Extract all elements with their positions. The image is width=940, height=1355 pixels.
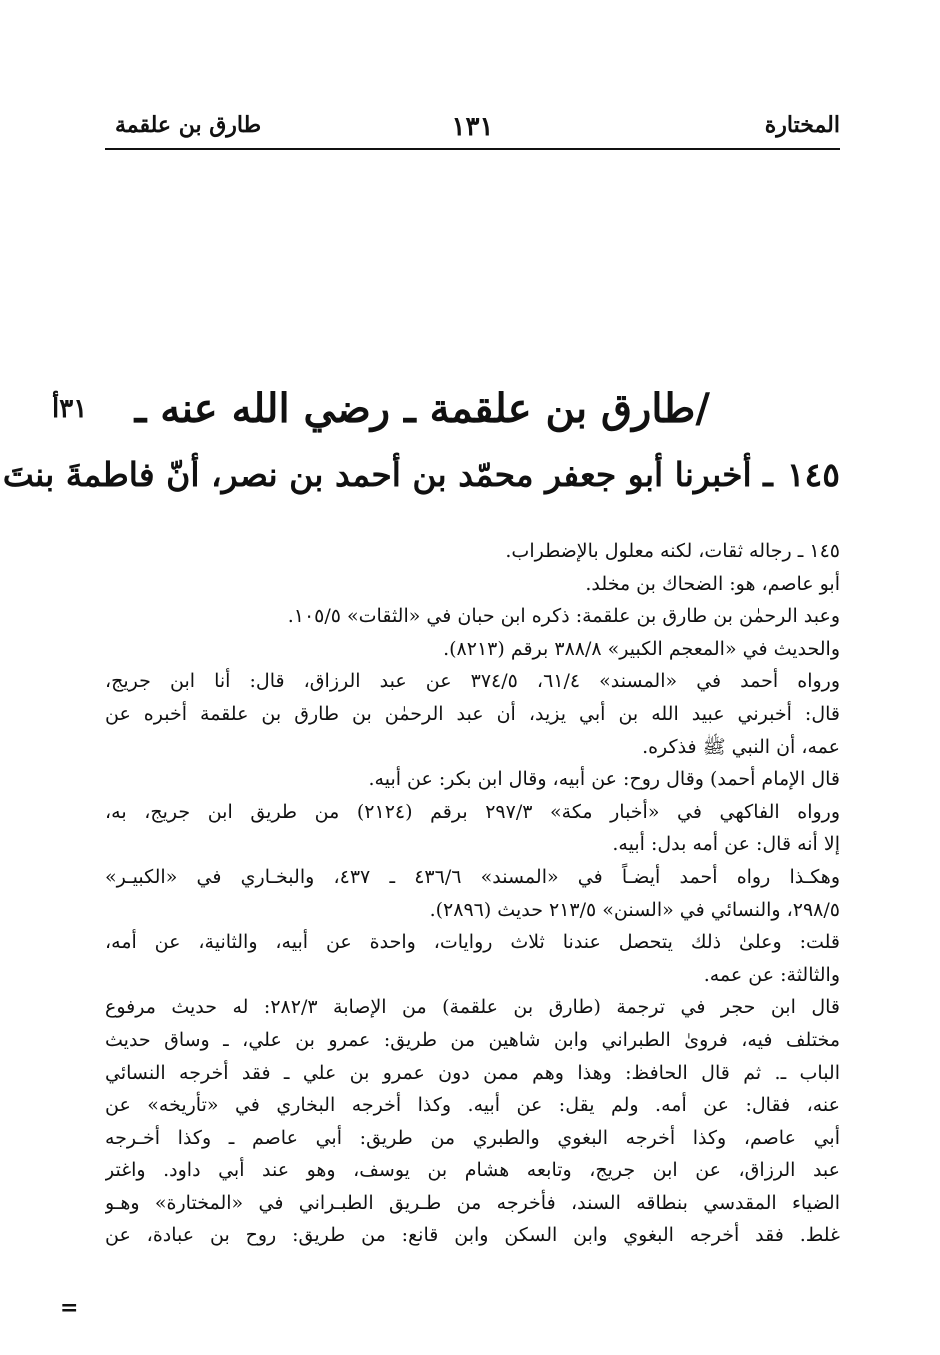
footnote-line: عمه، أن النبي ﷺ فذكره.: [642, 735, 840, 758]
section-title: /طارق بن علقمة ـ رضي الله عنه ـ: [134, 385, 710, 432]
footnote-line: وعبد الرحمٰن بن طارق بن علقمة: ذكره ابن حبان في «الثقات» ١٠٥/٥.: [287, 605, 840, 628]
footnote-line: أبي عاصم، وكذا أخرجه البغوي والطبري من طريق: أبي عاصم ـ وكذا أخـرجه: [105, 1126, 840, 1149]
footnote-line: الباب ـ. ثم قال الحافظ: وهذا وهم ممن دون عمرو بن علي ـ فقد أخرجه النسائي: [105, 1061, 840, 1084]
footnote-line: إلا أنه قال: عن أمه بدل: أبيه.: [612, 833, 840, 856]
footnotes: [105, 535, 840, 1252]
page-header: [105, 112, 840, 148]
continuation-mark: =: [60, 1295, 79, 1321]
footnote-line: مختلف فيه، فروىٰ الطبراني وابن شاهين من طريق: عمرو بن علي، ـ وساق حديث: [105, 1028, 840, 1051]
footnote-line: وهكـذا رواه أحمد أيضـاً في «المسند» ٤٣٦/٦ ـ ٤٣٧، والبخـاري في «الكبيـر»: [105, 865, 840, 888]
footnote-line: قال ابن حجر في ترجمة (طارق بن علقمة) من الإصابة ٢٨٢/٣: له حديث مرفوع: [105, 996, 840, 1019]
hadith-text: [2, 455, 840, 494]
footnote-line: عبد الرزاق، عن ابن جريج، وتابعه هشام بن يوسف، وهو عند أبي داود. واغتر: [105, 1159, 840, 1182]
footnote-line: والحديث في «المعجم الكبير» ٣٨٨/٨ برقم (٨٢١٣).: [443, 637, 840, 660]
footnote-line: أبو عاصم، هو: الضحاك بن مخلد.: [585, 572, 840, 595]
footnote-line: الضياء المقدسي بنطاقه السند، فأخرجه من طـريق الطبـراني في «المختارة» وهـو: [105, 1191, 840, 1214]
footnote-line: والثالثة: عن عمه.: [703, 963, 840, 986]
page-number: ١٣١: [451, 112, 494, 142]
footnote-line: ١٤٥ ـ رجاله ثقات، لكنه معلول بالإضطراب.: [505, 540, 840, 562]
hadith-body: ـ أخبرنا أبو جعفر محمّد بن أحمد بن نصر، أنّ فاطمةَ بنتَ: [2, 455, 773, 494]
hadith-number: ١٤٥: [786, 455, 840, 494]
marginal-note: ٣١أ: [52, 394, 88, 424]
chapter-title: طارق بن علقمة: [115, 112, 262, 138]
footnote-line: قال: أخبرني عبيد الله بن أبي يزيد، أن عبد الرحمٰن بن طارق بن علقمة أخبره عن: [105, 702, 840, 725]
footnote-line: قلت: وعلىٰ ذلك يتحصل عندنا ثلاث روايات، واحدة عن أبيه، والثانية، عن أمه،: [105, 931, 840, 954]
footnote-line: ٢٩٨/٥، والنسائي في «السنن» ٢١٣/٥ حديث (٢٨٩٦).: [429, 898, 840, 921]
footnote-line: ورواه الفاكهي في «أخبار مكة» ٢٩٧/٣ برقم (٢١٢٤) من طريق ابن جريج، به،: [105, 800, 840, 823]
footnote-line: ورواه أحمد في «المسند» ٦١/٤، ٣٧٤/٥ عن عبد الرزاق، قال: أنا ابن جريج،: [105, 670, 840, 693]
footnote-line: عنه، فقال: عن أمه. ولم يقل: عن أبيه. وكذا أخرجه البخاري في «تأريخه» عن: [105, 1094, 840, 1117]
footnote-line: قال الإمام أحمد) وقال روح: عن أبيه، وقال ابن بكر: عن أبيه.: [368, 768, 840, 791]
header-divider: [105, 148, 840, 150]
footnote-line: غلط. فقد أخرجه البغوي وابن السكن وابن قانع: من طريق: روح بن عبادة، عن: [105, 1224, 840, 1247]
book-title: المختارة: [764, 112, 840, 138]
